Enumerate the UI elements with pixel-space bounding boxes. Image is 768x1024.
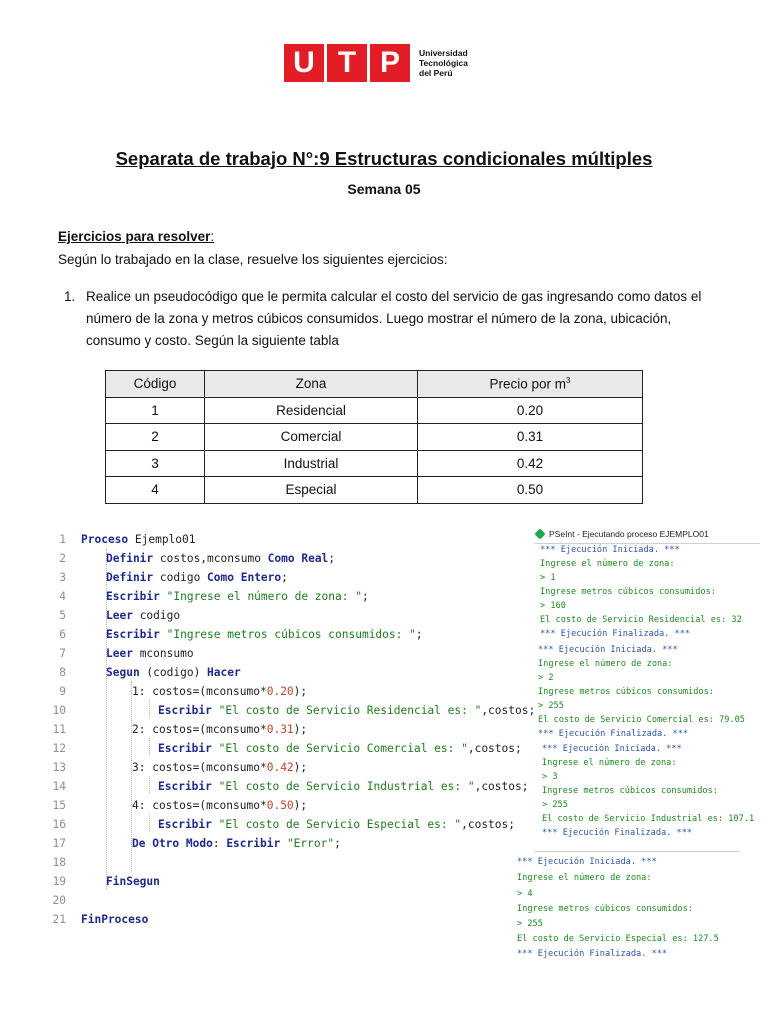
console-line: Ingrese el número de zona:	[538, 659, 673, 669]
console-input: > 3	[542, 772, 558, 782]
code-keyword: Como Entero	[207, 571, 282, 584]
code-string: "El costo de Servicio Industrial es: "	[211, 780, 475, 793]
page-subtitle: Semana 05	[347, 181, 421, 197]
code-keyword: Escribir	[106, 590, 160, 603]
code-keyword: Leer	[106, 647, 133, 660]
code-keyword: De Otro Modo	[132, 837, 213, 850]
line-number: 2	[59, 552, 66, 565]
line-number: 17	[52, 837, 66, 850]
console-title-text: PSeInt - Ejecutando proceso EJEMPLO01	[549, 529, 709, 539]
console-status: *** Ejecución Iniciada. ***	[542, 744, 682, 754]
code-text: (codigo)	[139, 666, 208, 679]
code-keyword: Escribir	[106, 628, 160, 641]
code-text: 2: costos=(mconsumo*	[132, 723, 267, 736]
line-number: 9	[59, 685, 66, 698]
console-input: > 255	[517, 919, 543, 929]
code-text: ,costos;	[461, 818, 515, 831]
console-status: *** Ejecución Finalizada. ***	[542, 828, 693, 838]
console-result: El costo de Servicio Residencial es: 32	[540, 615, 742, 625]
line-number: 11	[52, 723, 66, 736]
code-text: ,costos;	[467, 742, 522, 755]
line-number: 14	[52, 780, 66, 793]
section-heading	[58, 229, 214, 244]
code-keyword: FinSegun	[106, 875, 160, 888]
console-line: Ingrese el número de zona:	[542, 758, 677, 768]
code-keyword: FinProceso	[81, 913, 149, 926]
table-cell: Comercial	[205, 424, 418, 451]
table-cell: 3	[106, 450, 205, 477]
table-cell: 2	[106, 424, 205, 451]
pseint-app-icon	[534, 528, 545, 539]
console-status: *** Ejecución Iniciada. ***	[540, 545, 680, 555]
code-number: 0.20	[266, 685, 294, 698]
logo-text	[419, 48, 468, 78]
code-text: codigo	[132, 609, 181, 622]
console-input: > 1	[540, 573, 556, 583]
exercise-item	[64, 286, 704, 352]
code-keyword: Proceso	[81, 533, 129, 546]
table-cell: 0.20	[418, 397, 643, 424]
console-result: El costo de Servicio Comercial es: 79.05	[538, 715, 745, 725]
logo-letter-u: U	[284, 44, 324, 82]
utp-logo	[284, 44, 468, 82]
code-keyword: Leer	[106, 609, 133, 622]
code-keyword: Escribir	[158, 780, 212, 793]
code-text: );	[293, 723, 308, 736]
console-result: El costo de Servicio Especial es: 127.5	[517, 934, 719, 944]
line-number: 10	[52, 704, 66, 717]
table-cell: Especial	[205, 477, 418, 504]
code-number: 0.50	[266, 799, 294, 812]
code-string: "El costo de Servicio Especial es: "	[211, 818, 462, 831]
code-keyword: Segun	[106, 666, 140, 679]
table-row	[106, 450, 643, 477]
console-status: *** Ejecución Iniciada. ***	[517, 857, 657, 867]
code-text: ;	[328, 552, 336, 565]
code-text: costos,mconsumo	[153, 552, 268, 565]
code-string: "Error"	[280, 837, 335, 850]
console-line: Ingrese metros cúbicos consumidos:	[542, 786, 718, 796]
table-cell: 0.42	[418, 450, 643, 477]
line-number: 7	[59, 647, 66, 660]
column-header: Código	[106, 371, 205, 398]
code-text: 3: costos=(mconsumo*	[132, 761, 267, 774]
code-string: "El costo de Servicio Residencial es: "	[211, 704, 482, 717]
code-text: codigo	[153, 571, 208, 584]
code-text: ;	[361, 590, 369, 603]
exercise-number: 1.	[64, 289, 76, 304]
table-cell: 4	[106, 477, 205, 504]
line-number: 13	[52, 761, 66, 774]
table-row	[106, 477, 643, 504]
section-heading-text: Ejercicios para resolver	[58, 229, 211, 244]
line-number: 18	[52, 856, 66, 869]
table-row	[106, 397, 643, 424]
line-number: 21	[52, 913, 66, 926]
code-text: Ejemplo01	[128, 533, 196, 546]
table-cell: 1	[106, 397, 205, 424]
console-status: *** Ejecución Iniciada. ***	[538, 645, 678, 655]
table-cell: 0.50	[418, 477, 643, 504]
tariff-table	[105, 370, 643, 504]
table-header-row	[106, 371, 643, 398]
superscript: 3	[566, 376, 571, 385]
line-number: 8	[59, 666, 66, 679]
console-line: Ingrese metros cúbicos consumidos:	[538, 687, 714, 697]
console-status: *** Ejecución Finalizada. ***	[517, 949, 668, 959]
code-text: ;	[281, 571, 288, 584]
code-text: 4: costos=(mconsumo*	[132, 799, 267, 812]
console-divider	[534, 851, 740, 852]
line-number: 6	[59, 628, 66, 641]
code-keyword: Escribir	[158, 742, 212, 755]
console-input: > 255	[542, 800, 568, 810]
line-number: 12	[52, 742, 66, 755]
table-cell: Industrial	[205, 450, 418, 477]
column-header-text: Precio por m	[489, 376, 567, 392]
section-heading-colon: :	[210, 229, 215, 244]
line-number: 4	[59, 590, 66, 603]
logo-letter-p: P	[370, 44, 410, 82]
code-string: "Ingrese metros cúbicos consumidos: "	[159, 628, 416, 641]
code-keyword: Definir	[106, 552, 154, 565]
line-number: 16	[52, 818, 66, 831]
code-text: :	[212, 837, 227, 850]
code-keyword: Como Real	[267, 552, 329, 565]
console-line: Ingrese metros cúbicos consumidos:	[540, 587, 716, 597]
code-keyword: Definir	[106, 571, 154, 584]
code-keyword: Escribir	[158, 818, 212, 831]
table-cell: Residencial	[205, 397, 418, 424]
code-text: ,costos;	[474, 780, 529, 793]
console-result: El costo de Servicio Industrial es: 107.1	[542, 814, 755, 824]
console-divider	[534, 543, 760, 544]
code-keyword: Escribir	[158, 704, 212, 717]
console-status: *** Ejecución Finalizada. ***	[538, 729, 689, 739]
console-input: > 160	[540, 601, 566, 611]
line-number: 15	[52, 799, 66, 812]
code-text: );	[293, 799, 308, 812]
code-number: 0.42	[266, 761, 294, 774]
logo-text-line: Tecnológica	[419, 58, 468, 68]
column-header	[418, 371, 643, 398]
console-line: Ingrese el número de zona:	[540, 559, 675, 569]
code-number: 0.31	[266, 723, 294, 736]
code-text: );	[293, 761, 308, 774]
line-number: 20	[52, 894, 66, 907]
code-keyword: Hacer	[207, 666, 241, 679]
code-text: );	[293, 685, 308, 698]
code-text: 1: costos=(mconsumo*	[132, 685, 267, 698]
code-text: ;	[415, 628, 423, 641]
console-input: > 2	[538, 673, 554, 683]
exercise-text: Realice un pseudocódigo que le permita calcular el costo del servicio de gas ingresando como datos el número de la zona y metros cúbicos consumidos. Luego mostrar el número de la zona, ubicación, consumo y costo. Según la siguiente tabla	[86, 289, 702, 348]
table-cell: 0.31	[418, 424, 643, 451]
line-number: 1	[59, 533, 66, 546]
section-intro: Según lo trabajado en la clase, resuelve los siguientes ejercicios:	[58, 252, 448, 267]
code-string: "El costo de Servicio Comercial es: "	[211, 742, 468, 755]
code-text: mconsumo	[132, 647, 194, 660]
code-string: "Ingrese el número de zona: "	[159, 590, 362, 603]
line-number: 3	[59, 571, 66, 584]
console-input: > 255	[538, 701, 564, 711]
line-number: 5	[59, 609, 66, 622]
console-input: > 4	[517, 889, 533, 899]
page-title: Separata de trabajo N°:9 Estructuras condicionales múltiples	[115, 148, 653, 169]
logo-text-line: Universidad	[419, 48, 468, 58]
line-number: 19	[52, 875, 66, 888]
logo-text-line: del Perú	[419, 68, 453, 78]
console-line: Ingrese metros cúbicos consumidos:	[517, 904, 693, 914]
code-keyword: Escribir	[226, 837, 281, 850]
console-line: Ingrese el número de zona:	[517, 873, 652, 883]
column-header: Zona	[205, 371, 418, 398]
console-window-title	[536, 526, 760, 542]
logo-letter-t: T	[327, 44, 367, 82]
code-text: ;	[334, 837, 341, 850]
console-status: *** Ejecución Finalizada. ***	[540, 629, 691, 639]
code-text: ,costos;	[481, 704, 536, 717]
table-row	[106, 424, 643, 451]
